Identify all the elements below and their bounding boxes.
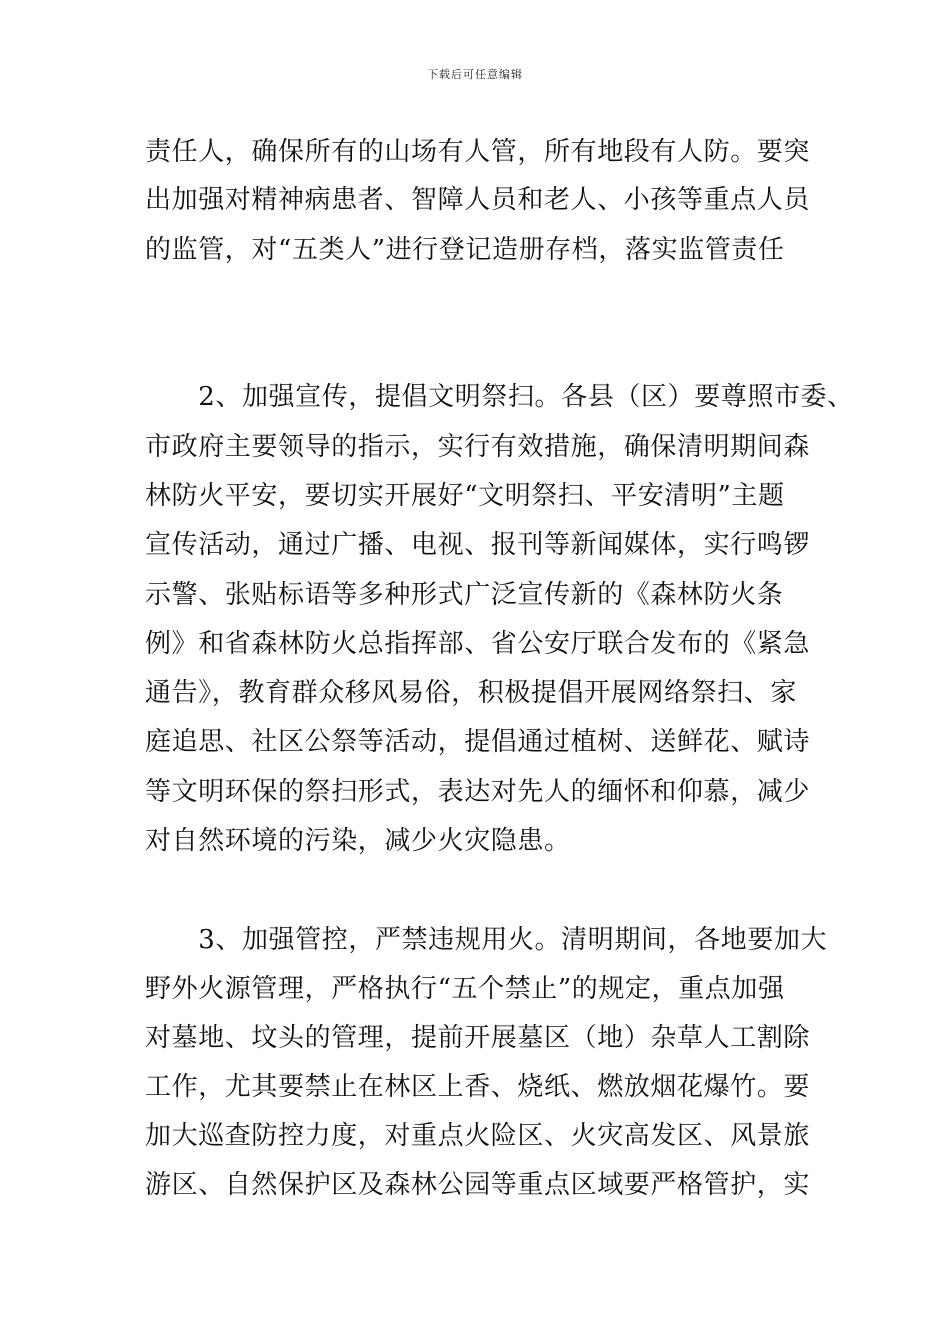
paragraph-3-line-4: 工作，尤其要禁止在林区上香、烧纸、燃放烟花爆竹。要 — [145, 1072, 811, 1102]
paragraph-2-line-1: 2、加强宣传，提倡文明祭扫。各县（区）要尊照市委、 — [145, 382, 854, 412]
paragraph-3-line-3: 对墓地、坟头的管理，提前开展墓区（地）杂草人工割除 — [145, 1023, 811, 1053]
page-header-note: 下载后可任意编辑 — [427, 68, 523, 81]
paragraph-2-line-7: 通告》，教育群众移风易俗，积极提倡开展网络祭扫、家 — [145, 678, 798, 708]
paragraph-2-line-5: 示警、张贴标语等多种形式广泛宣传新的《森林防火条 — [145, 580, 784, 610]
paragraph-1-line-3: 的监管，对“五类人”进行登记造册存档，落实监管责任 — [145, 235, 785, 265]
paragraph-3-line-5: 加大巡查防控力度，对重点火险区、火灾高发区、风景旅 — [145, 1121, 811, 1151]
paragraph-3-line-2: 野外火源管理，严格执行“五个禁止”的规定，重点加强 — [145, 974, 785, 1004]
paragraph-2-line-9: 等文明环保的祭扫形式，表达对先人的缅怀和仰慕，减少 — [145, 777, 811, 807]
paragraph-2-line-4: 宣传活动，通过广播、电视、报刊等新闻媒体，实行鸣锣 — [145, 530, 811, 560]
paragraph-2-line-8: 庭追思、社区公祭等活动，提倡通过植树、送鲜花、赋诗 — [145, 727, 811, 757]
paragraph-3-line-1: 3、加强管控，严禁违规用火。清明期间，各地要加大 — [145, 925, 828, 955]
paragraph-2-line-3: 林防火平安，要切实开展好“文明祭扫、平安清明”主题 — [145, 481, 785, 511]
paragraph-1-line-1: 责任人，确保所有的山场有人管，所有地段有人防。要突 — [145, 137, 811, 167]
paragraph-2-line-2: 市政府主要领导的指示，实行有效措施，确保清明期间森 — [145, 432, 811, 462]
paragraph-3-line-6: 游区、自然保护区及森林公园等重点区域要严格管护，实 — [145, 1170, 811, 1200]
paragraph-1-line-2: 出加强对精神病患者、智障人员和老人、小孩等重点人员 — [145, 185, 811, 215]
paragraph-2-line-10: 对自然环境的污染，减少火灾隐患。 — [145, 826, 571, 856]
paragraph-2-line-6: 例》和省森林防火总指挥部、省公安厅联合发布的《紧急 — [145, 629, 811, 659]
